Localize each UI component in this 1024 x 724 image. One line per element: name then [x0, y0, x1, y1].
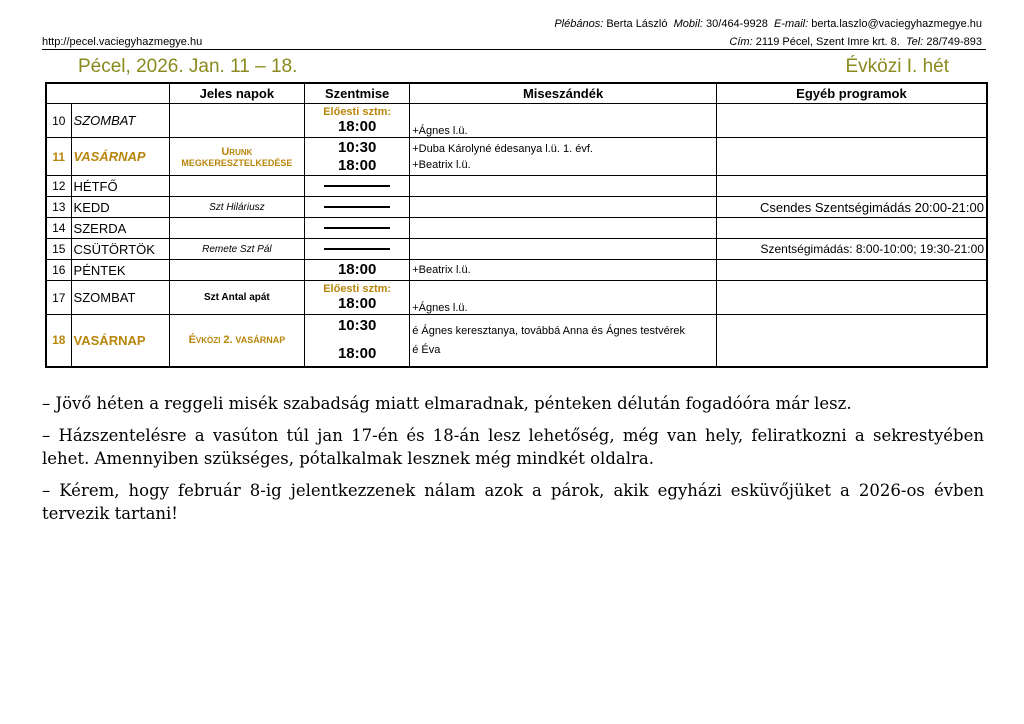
header-address: [729, 36, 982, 48]
program-cell: Csendes Szentségimádás 20:00-21:00: [716, 197, 987, 218]
no-mass-dash: [324, 248, 390, 250]
vigil-label: Előesti sztm:: [323, 105, 392, 118]
feast-cell: Remete Szt Pál: [169, 239, 304, 260]
mass-cell: [305, 197, 410, 218]
address-text: 2119 Pécel, Szent Imre krt. 8.: [755, 36, 900, 48]
feast-cell: [169, 315, 304, 367]
intention-line: é Ágnes keresztanya, továbbá Anna és Ágnes testvérek: [412, 325, 685, 338]
table-row: [46, 281, 987, 315]
intention-cell: [410, 197, 717, 218]
priest-label: Plébános:: [554, 18, 604, 30]
program-cell: [716, 281, 987, 315]
header-day: [46, 83, 169, 104]
day-name: HÉTFŐ: [71, 176, 169, 197]
intention-cell: +Beatrix l.ü.: [410, 260, 717, 281]
vigil-label: Előesti sztm:: [323, 282, 392, 295]
feast-cell: [169, 260, 304, 281]
feast-cell: [169, 218, 304, 239]
mobile-number: 30/464-9928: [706, 18, 768, 30]
header-intention: Miseszándék: [410, 83, 717, 104]
schedule-table: [45, 82, 988, 368]
program-cell: [716, 218, 987, 239]
header-programs: Egyéb programok: [716, 83, 987, 104]
day-name: VASÁRNAP: [71, 138, 169, 176]
header-feast: Jeles napok: [169, 83, 304, 104]
header-divider: [42, 49, 986, 50]
tel-label: Tel:: [905, 36, 924, 48]
table-row: [46, 176, 987, 197]
intention-line: é Éva: [412, 344, 441, 357]
table-row: [46, 239, 987, 260]
email-label: E-mail:: [773, 18, 809, 30]
intention-cell: [410, 138, 717, 176]
table-row: [46, 260, 987, 281]
feast-line: Urunk: [221, 145, 253, 158]
feast-cell: Szt Antal apát: [169, 281, 304, 315]
day-number: 14: [46, 218, 71, 239]
table-row: [46, 104, 987, 138]
mass-time: 18:00: [337, 156, 377, 174]
mobile-label: Mobil:: [673, 18, 703, 30]
intention-cell: [410, 218, 717, 239]
day-name: PÉNTEK: [71, 260, 169, 281]
website-url[interactable]: http://pecel.vaciegyhazmegye.hu: [42, 36, 203, 48]
day-number: 18: [46, 315, 71, 367]
announcement: – Jövő héten a reggeli misék szabadság miatt elmaradnak, pénteken délután fogadóóra már lesz.: [42, 394, 852, 413]
table-row: [46, 218, 987, 239]
program-cell: [716, 138, 987, 176]
feast-line: Évközi 2.: [188, 334, 233, 347]
program-cell: Szentségimádás: 8:00-10:00; 19:30-21:00: [716, 239, 987, 260]
announcement: – Házszentelésre a vasúton túl jan 17-én és 18-án lesz lehetőség, még van hely, feliratkozni a sekrestyében lehet. Amennyiben szükséges, pótalkalmak lesznek még mindkét oldalra.: [42, 426, 984, 468]
day-name: KEDD: [71, 197, 169, 218]
mass-time: 10:30: [337, 138, 377, 156]
mass-cell: 18:00: [305, 260, 410, 281]
mass-time: 18:00: [337, 294, 377, 312]
feast-line: VASÁRNAP: [235, 335, 286, 346]
priest-name: Berta László: [606, 18, 668, 30]
day-name: VASÁRNAP: [71, 315, 169, 367]
announcement: – Kérem, hogy február 8-ig jelentkezzenek nálam azok a párok, akik egyházi esküvőjüket a 2026-os évben tervezik tartani!: [42, 481, 984, 523]
program-cell: [716, 260, 987, 281]
table-row: [46, 315, 987, 367]
day-name: SZOMBAT: [71, 104, 169, 138]
day-number: 13: [46, 197, 71, 218]
feast-cell: Szt Hiláriusz: [169, 197, 304, 218]
intention-cell: +Ágnes l.ü.: [410, 281, 717, 315]
tel-number: 28/749-893: [926, 36, 982, 48]
table-row: [46, 138, 987, 176]
no-mass-dash: [324, 185, 390, 187]
day-number: 15: [46, 239, 71, 260]
mass-cell: [305, 281, 410, 315]
day-number: 16: [46, 260, 71, 281]
announcements: [42, 392, 984, 534]
feast-cell: [169, 176, 304, 197]
no-mass-dash: [324, 206, 390, 208]
address-label: Cím:: [729, 36, 753, 48]
header-mass: Szentmise: [305, 83, 410, 104]
intention-cell: [410, 239, 717, 260]
intention-line: +Beatrix l.ü.: [412, 158, 471, 171]
mass-cell: [305, 239, 410, 260]
feast-cell: [169, 138, 304, 176]
table-row: [46, 197, 987, 218]
mass-cell: [305, 104, 410, 138]
intention-line: +Duba Károlyné édesanya l.ü. 1. évf.: [412, 142, 593, 155]
mass-time: 18:00: [337, 345, 377, 363]
day-number: 12: [46, 176, 71, 197]
header-contact: [554, 18, 982, 30]
day-number: 17: [46, 281, 71, 315]
page-title: Pécel, 2026. Jan. 11 – 18.: [78, 56, 298, 77]
day-name: SZERDA: [71, 218, 169, 239]
intention-cell: +Ágnes l.ü.: [410, 104, 717, 138]
program-cell: [716, 315, 987, 367]
intention-cell: [410, 315, 717, 367]
program-cell: [716, 176, 987, 197]
day-name: CSÜTÖRTÖK: [71, 239, 169, 260]
mass-time: 18:00: [337, 117, 377, 135]
feast-line: MEGKERESZTELKEDÉSE: [181, 157, 293, 168]
mass-cell: [305, 176, 410, 197]
week-title: Évközi I. hét: [845, 56, 949, 77]
intention-cell: [410, 176, 717, 197]
day-number: 10: [46, 104, 71, 138]
feast-cell: [169, 104, 304, 138]
mass-cell: [305, 315, 410, 367]
no-mass-dash: [324, 227, 390, 229]
day-number: 11: [46, 138, 71, 176]
mass-cell: [305, 138, 410, 176]
mass-cell: [305, 218, 410, 239]
day-name: SZOMBAT: [71, 281, 169, 315]
email-address[interactable]: berta.laszlo@vaciegyhazmegye.hu: [811, 18, 982, 30]
program-cell: [716, 104, 987, 138]
table-header-row: [46, 83, 987, 104]
mass-time: 10:30: [337, 317, 377, 335]
